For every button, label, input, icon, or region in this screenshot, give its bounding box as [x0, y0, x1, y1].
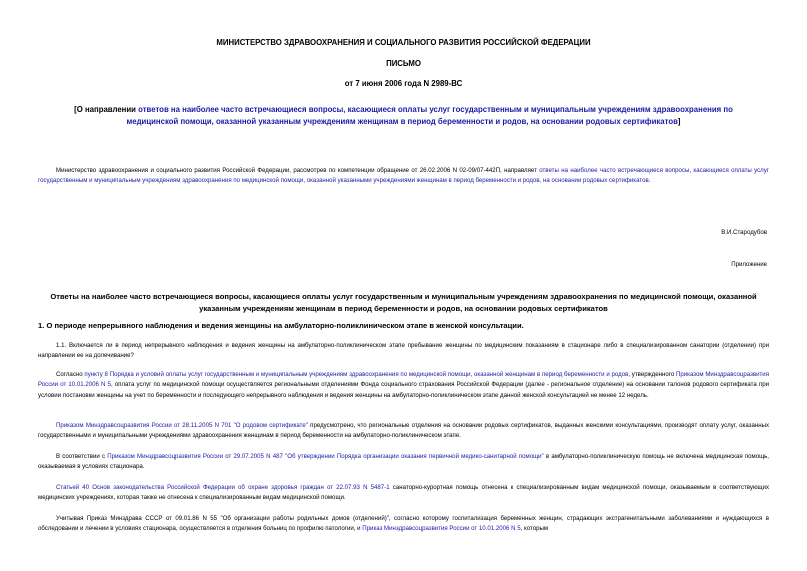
- doc-title-suffix: ]: [677, 116, 681, 126]
- section-1-title: 1. О периоде непрерывного наблюдения и ведения женщины на амбулаторно-поликлиническом этапе в женской консультации.: [38, 321, 524, 330]
- p6-text-a: Учитывая Приказ Минздрава СССР от 09.01.86 N 55 "Об организации работы родильных домов (отделений)", согласно которому госпитализация беременных женщин, страдающих экстрагенитальными заболеваниями и нуждающихся в обследовании и лечении в условиях стационара, осуществляется в отделения больниц по профилю патологии, и: [38, 515, 769, 533]
- doc-title-prefix: [О направлении: [74, 105, 139, 114]
- intro-paragraph: [38, 166, 769, 187]
- intro-link[interactable]: ответы на наиболее часто встречающиеся вопросы, касающиеся оплаты услуг государственным и муниципальным учреждениям здравоохранения по медицинской помощи, оказанной указанными учреждениями женщинам в период беременности и родов, на основании родовых сертификатов: [38, 167, 770, 185]
- p6-link-order-5[interactable]: Приказ Минздравсоцразвития России от 10.01.2006 N 5: [362, 525, 521, 533]
- intro-text: Министерство здравоохранения и социального развития Российской Федерации, рассмотрев по компетенции обращение от 26.02.2006 N 02-09/07-442П, направляет: [56, 167, 540, 174]
- doc-title-link[interactable]: ответов на наиболее часто встречающиеся вопросы, касающиеся оплаты услуг государственным и муниципальным учреждениям здравоохранения по медицинской помощи, оказанной указанным учреждениям женщинам в период беременности и родов, на основании родовых сертификатов: [126, 105, 733, 126]
- paragraph-5: [38, 483, 769, 504]
- p5-link-article-40[interactable]: Статьей 40 Основ законодательства Российской Федерации об охране здоровья граждан от 22.07.93 N 5487-1: [56, 484, 390, 491]
- paragraph-6: [38, 514, 769, 535]
- appendix-label: Приложение: [731, 261, 767, 268]
- p2-text-b: , утвержденного: [628, 371, 676, 378]
- paragraph-1-1: [38, 341, 769, 362]
- p2-link-order-5[interactable]: Приказом Минздравсоцразвития России от 10.01.2006 N 5: [38, 371, 769, 389]
- p2-link-order-item8[interactable]: пункту 8 Порядка и условий оплаты услуг государственным и муниципальным учреждениям здравоохранения по медицинской помощи, оказанной женщинам в период беременности и родов: [84, 371, 629, 378]
- paragraph-1-1-text: 1.1. Включается ли в период непрерывного наблюдения и ведения женщины на амбулаторно-поликлиническом этапе пребывание женщины по медицинским показаниям в стационаре либо в специализированном санатории (отделении) при направлении ее на долечивание?: [38, 342, 769, 360]
- paragraph-4: [38, 452, 769, 473]
- doc-date-number: от 7 июня 2006 года N 2989-ВС: [344, 79, 463, 88]
- p4-text-a: В соответствии с: [56, 453, 108, 460]
- p6-text-b: , которым: [520, 525, 549, 533]
- doc-type: ПИСЬМО: [386, 59, 421, 68]
- p4-text-b: в амбулаторно-поликлиническую помощь не включена медицинская помощь, оказываемая в условиях стационара.: [38, 453, 770, 471]
- ministry-header: МИНИСТЕРСТВО ЗДРАВООХРАНЕНИЯ И СОЦИАЛЬНОГО РАЗВИТИЯ РОССИЙСКОЙ ФЕДЕРАЦИИ: [216, 38, 591, 47]
- p3-text: предусмотрено, что региональные отделения на основании родовых сертификатов, выданных женскими консультациями, производят оплату услуг, оказанных государственными и муниципальными учреждениями здравоохранения женщинам в период беременности на амбулаторно-поликлиническом этапе.: [38, 422, 769, 440]
- paragraph-3: [38, 421, 769, 442]
- p2-text-c: , оплата услуг по медицинской помощи осуществляется региональными отделениями Фонда социального страхования Российской Федерации (далее - региональное отделение) на основании талонов родового сертификата при условии постановки женщины на учет по беременности и последующего непрерывного наблюдения и ведения женщины на амбулаторно-поликлиническом этапе данной женской консультацией не менее 12 недель.: [38, 381, 769, 399]
- appendix-title: Ответы на наиболее часто встречающиеся вопросы, касающиеся оплаты услуг государственным и муниципальным учреждениям здравоохранения по медицинской помощи, оказанной указанным учреждениям женщинам в период беременности и родов, на основании родовых сертификатов: [50, 292, 757, 313]
- p3-link-order-701[interactable]: Приказом Минздравсоцразвития России от 28.11.2005 N 701 "О родовом сертификате": [56, 422, 308, 429]
- intro-end: .: [648, 177, 651, 185]
- signature: В.И.Стародубов: [721, 229, 767, 236]
- paragraph-2: [38, 370, 769, 401]
- p2-text-a: Согласно: [56, 371, 85, 378]
- doc-title: [52, 104, 755, 127]
- p5-text: санаторно-курортная помощь отнесена к специализированным видам медицинской помощи, оказываемым в соответствующих медицинских учреждениях, которая также не отнесена к специализированным видам медицинской помощи.: [38, 484, 769, 502]
- p4-link-order-487[interactable]: Приказом Минздравсоцразвития России от 29.07.2005 N 487 "Об утверждении Порядка организации оказания первичной медико-санитарной помощи": [107, 453, 544, 460]
